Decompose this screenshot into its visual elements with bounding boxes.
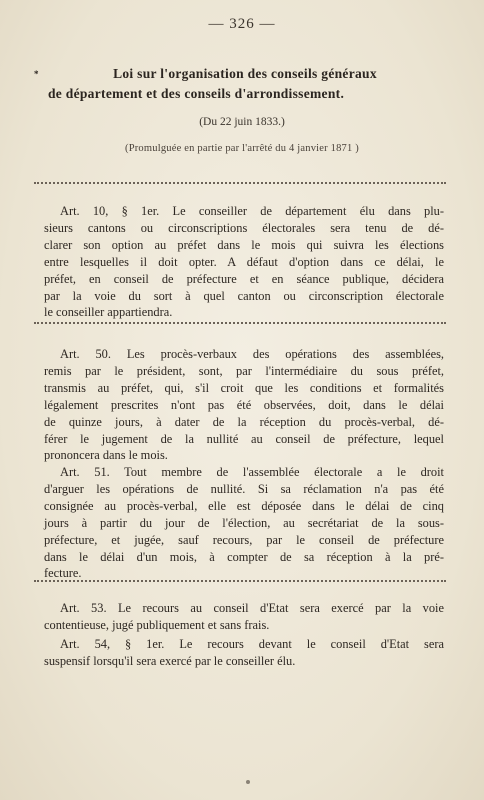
article-line: prononcera dans le mois. [44, 448, 168, 463]
article-line: clarer son option au préfet dans le mois qui suivra les élections [44, 237, 444, 252]
article-51 [44, 464, 444, 582]
law-title-line-2: de département et des conseils d'arrondissement. [48, 86, 345, 101]
article-line: férer le jugement de la nullité au conseil de préfecture, lequel [44, 431, 444, 446]
page-speck [246, 780, 250, 784]
page-number: — 326 — [208, 16, 276, 32]
article-line: Art. 54, § 1er. Le recours devant le conseil d'Etat sera [60, 637, 444, 651]
promulgation-note: (Promulguée en partie par l'arrêté du 4 janvier 1871 ) [125, 143, 359, 154]
article-line: de quinze jours, à dater de la réception du procès-verbal, dé- [44, 414, 444, 429]
article-line: Art. 50. Les procès-verbaux des opérations des assemblées, [60, 347, 444, 361]
article-line: d'arguer les opérations de nullité. Si sa réclamation n'a pas été [44, 481, 444, 496]
article-line: entre lesquelles il doit opter. A défaut d'option dans ce délai, le [44, 254, 444, 269]
dotted-separator [34, 316, 446, 324]
article-54 [44, 636, 444, 670]
dotted-separator [34, 574, 446, 582]
article-line: Art. 53. Le recours au conseil d'Etat sera exercé par la voie [60, 601, 444, 615]
article-line: Art. 10, § 1er. Le conseiller de département élu dans plu- [60, 204, 444, 218]
law-date: (Du 22 juin 1833.) [199, 116, 285, 128]
article-line: jours à partir du jour de l'élection, au secrétariat de la sous- [44, 515, 444, 530]
footnote-asterisk: * [34, 69, 39, 79]
article-line: préfet, en conseil de préfecture et en séance publique, décidera [44, 271, 444, 286]
article-line: transmis au préfet, qui, s'il croit que les conditions et formalités [44, 380, 444, 395]
article-line: dans le délai d'un mois, à compter de sa réception à la pré- [44, 549, 444, 564]
article-53 [44, 600, 444, 634]
article-line: préfecture, et jugée, sauf recours, par le conseil de préfecture [44, 532, 444, 547]
article-line: légalement prescrites n'ont pas été observées, doit, dans le délai [44, 397, 444, 412]
article-line: le conseiller appartiendra. [44, 305, 173, 320]
article-line: remis par le président, sont, par l'intermédiaire du sous préfet, [44, 363, 444, 378]
article-line: contentieuse, jugé publiquement et sans frais. [44, 617, 270, 632]
article-line: sieurs cantons ou circonscriptions électorales sera tenu de dé- [44, 220, 444, 235]
law-title [34, 64, 450, 104]
article-line: consignée au procès-verbal, elle est déposée dans le délai de cinq [44, 498, 444, 513]
article-line: par la voie du sort à quel canton ou circonscription électorale [44, 288, 444, 303]
article-line: fecture. [44, 566, 82, 581]
law-title-line-1: Loi sur l'organisation des conseils généraux [113, 66, 377, 81]
article-50 [44, 346, 444, 464]
article-line: Art. 51. Tout membre de l'assemblée électorale a le droit [60, 465, 444, 479]
article-10 [44, 203, 444, 321]
dotted-separator [34, 176, 446, 184]
article-line: suspensif lorsqu'il sera exercé par le conseiller élu. [44, 653, 296, 668]
